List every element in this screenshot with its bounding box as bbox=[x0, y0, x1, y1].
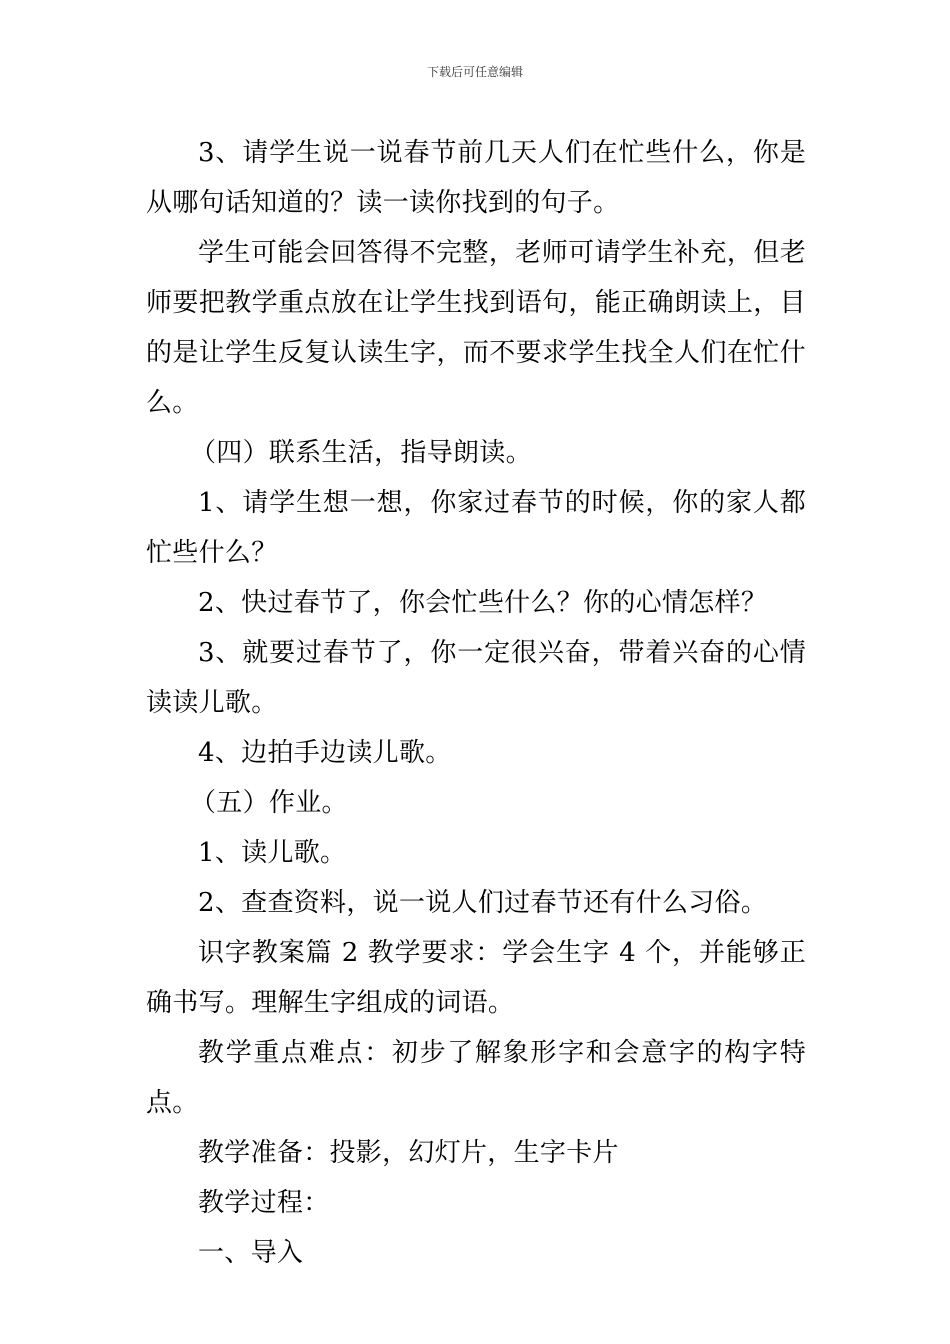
paragraph-step-3-question: 3、请学生说一说春节前几天人们在忙些什么，你是从哪句话知道的？读一读你找到的句子。 bbox=[146, 138, 806, 218]
paragraph-step-2-feeling: 2、快过春节了，你会忙些什么？你的心情怎样？ bbox=[198, 588, 768, 618]
paragraph-introduction: 一、导入 bbox=[198, 1238, 304, 1268]
paragraph-homework-1: 1、读儿歌。 bbox=[198, 838, 347, 868]
section-heading-five: （五）作业。 bbox=[190, 788, 348, 818]
paragraph-lesson-2-requirements: 识字教案篇 2 教学要求：学会生字 4 个，并能够正确书写。理解生字组成的词语。 bbox=[146, 938, 806, 1018]
paragraph-preparation: 教学准备：投影，幻灯片，生字卡片 bbox=[198, 1138, 619, 1168]
section-heading-four: （四）联系生活，指导朗读。 bbox=[190, 438, 532, 468]
paragraph-homework-2: 2、查查资料，说一说人们过春节还有什么习俗。 bbox=[198, 888, 768, 918]
paragraph-key-difficulties: 教学重点难点：初步了解象形字和会意字的构字特点。 bbox=[146, 1038, 806, 1118]
paragraph-process-heading: 教学过程： bbox=[198, 1188, 330, 1218]
paragraph-step-4-clap: 4、边拍手边读儿歌。 bbox=[198, 738, 452, 768]
page-header: 下载后可任意编辑 bbox=[426, 65, 523, 79]
paragraph-teacher-note: 学生可能会回答得不完整，老师可请学生补充，但老师要把教学重点放在让学生找到语句，能正确朗读上，目的是让学生反复认读生字，而不要求学生找全人们在忙什么。 bbox=[146, 238, 806, 418]
document-body bbox=[146, 128, 806, 1278]
paragraph-step-1-family: 1、请学生想一想，你家过春节的时候，你的家人都忙些什么？ bbox=[146, 488, 806, 568]
paragraph-step-3-read: 3、就要过春节了，你一定很兴奋，带着兴奋的心情读读儿歌。 bbox=[146, 638, 806, 718]
